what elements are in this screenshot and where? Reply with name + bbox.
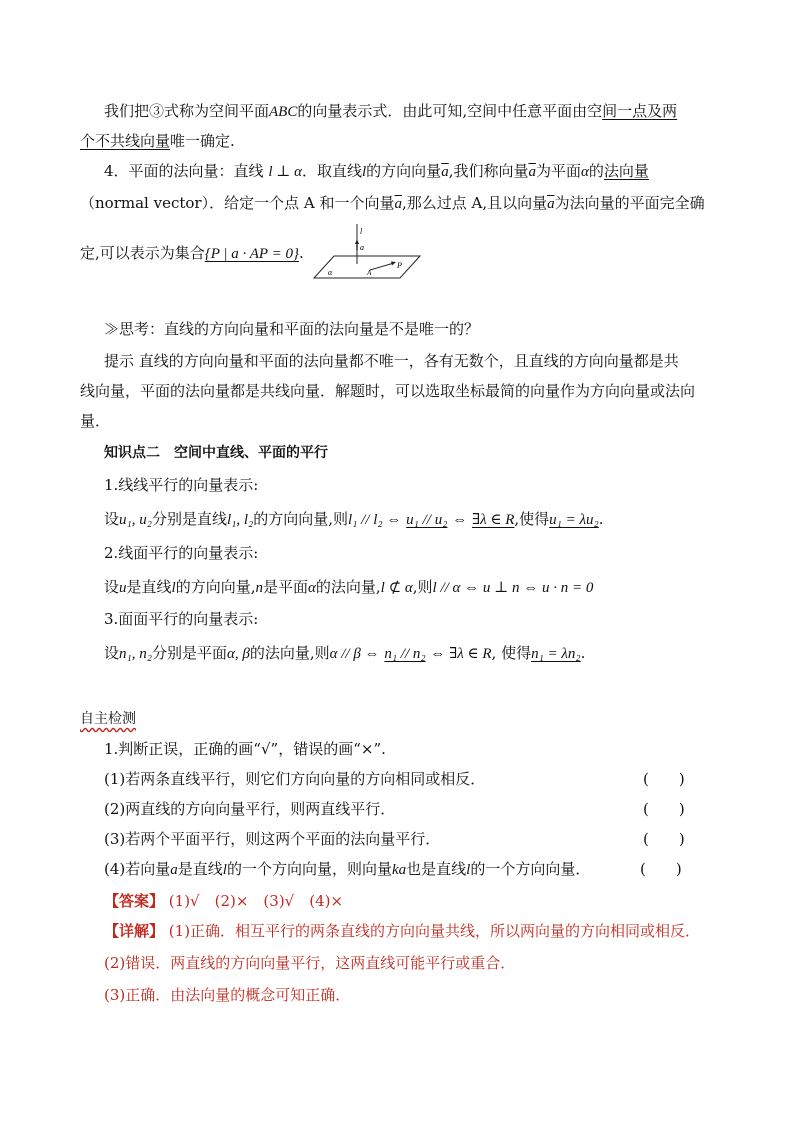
kp2-title: 知识点二 空间中直线、平面的平行 <box>104 445 328 461</box>
item4-line1 <box>104 160 649 183</box>
item4-line3 <box>80 242 304 265</box>
underlined-text: 间一点及两 <box>602 102 678 120</box>
para1-line1 <box>104 100 677 123</box>
underlined-text: 法向量 <box>603 162 649 180</box>
kp2-s2-body <box>104 576 593 599</box>
selfcheck-item2: (2)两直线的方向向量平行，则两直线平行． <box>104 800 396 818</box>
label-alpha: α <box>328 268 333 277</box>
selfcheck-title <box>80 708 136 730</box>
answer-parentheses: ( ) <box>643 770 685 788</box>
text: ,使得 <box>514 510 550 528</box>
selfcheck-item1: (1)若两条直线平行，则它们方向向量的方向相同或相反． <box>104 770 486 788</box>
underlined-math: n₁ // n₂ <box>384 646 426 662</box>
text: (4)若向量 <box>104 860 171 878</box>
selfcheck-item4 <box>104 858 590 881</box>
set-expression: {P | a · AP = 0} <box>204 246 299 262</box>
text: 是直线 <box>177 860 223 878</box>
vector: $\overline{a}$ <box>547 196 555 212</box>
think-question: ≫思考：直线的方向向量和平面的法向量是不是唯一的？ <box>104 320 480 338</box>
label-l: l <box>360 227 363 236</box>
think-answer-line3: 量． <box>80 412 111 430</box>
math: l₁, l₂ <box>226 512 254 528</box>
answer-line <box>104 890 343 912</box>
math: l ⊥ α <box>268 164 302 180</box>
math: a <box>170 862 178 878</box>
item4-line2 <box>80 192 705 215</box>
text: 的方向向量, <box>175 578 256 596</box>
vector: $\overline{a}$ <box>528 164 536 180</box>
wavy-title: 自主检测 <box>80 711 136 727</box>
text: 是直线 <box>126 578 172 596</box>
text: ．取直线 <box>301 162 362 180</box>
math: l <box>466 862 471 878</box>
text: 我们把③式称为空间平面 <box>104 102 270 120</box>
text: 的法向量, <box>315 578 381 596</box>
label-A: A <box>367 269 372 277</box>
underlined-text: 个不共线向量 <box>80 132 171 150</box>
think-answer-line2: 线向量，平面的法向量都是共线向量．解题时，可以选取坐标最简的向量作为方向向量或法向 <box>80 382 696 400</box>
answer-parentheses: ( ) <box>643 830 685 848</box>
selfcheck-q1: 1.判断正误，正确的画“√”，错误的画“×”. <box>104 740 386 758</box>
vector: $\overline{a}$ <box>394 196 402 212</box>
math: ⇔ <box>452 512 468 528</box>
math: n₁, n₂ <box>119 646 152 662</box>
underlined-math: n₁ = λn₂ <box>531 646 581 662</box>
math: l ⊄ α <box>380 580 413 596</box>
math: l // α ⇔ u ⊥ n ⇔ u · n = 0 <box>432 580 594 596</box>
text: 设 <box>104 578 120 596</box>
math: α, β <box>226 646 250 662</box>
text: 设 <box>104 510 120 528</box>
text: 为平面 <box>535 162 581 180</box>
arrowhead <box>355 239 359 244</box>
text: . <box>598 510 604 528</box>
detail-line1 <box>104 920 700 942</box>
answer-label: 【答案】 <box>104 892 165 910</box>
text: 定,可以表示为集合 <box>80 244 205 262</box>
text: 的向量表示式．由此可知,空间中任意平面由空 <box>297 102 603 120</box>
text: 分别是直线 <box>151 510 227 528</box>
math: l <box>362 164 367 180</box>
answer-parentheses: ( ) <box>643 800 685 818</box>
math: u <box>119 580 127 596</box>
math: ABC <box>269 104 298 120</box>
math: u₁, u₂ <box>119 512 152 528</box>
text: 的一个方向向量，则向量 <box>226 860 392 878</box>
think-answer-line1: 提示 直线的方向向量和平面的法向量都不唯一，各有无数个，且直线的方向向量都是共 <box>104 352 679 370</box>
math: n <box>255 580 263 596</box>
underlined-math: u₁ // u₂ <box>406 512 448 528</box>
text: 的 <box>588 162 604 180</box>
text: 4．平面的法向量：直线 <box>104 162 264 180</box>
text: ,则 <box>412 578 433 596</box>
para1-line2 <box>80 130 235 152</box>
answer-parentheses: ( ) <box>640 860 682 878</box>
text: 是平面 <box>262 578 308 596</box>
detail-line2: (2)错误．两直线的方向向量平行，这两直线可能平行或重合． <box>104 954 516 972</box>
kp2-s2-title: 2.线面平行的向量表示: <box>104 544 259 562</box>
text: 唯一确定. <box>170 132 235 150</box>
text: , 使得 <box>491 644 532 662</box>
math: α <box>308 580 316 596</box>
detail-text: (1)正确．相互平行的两条直线的方向向量共线，所以两向量的方向相同或相反． <box>168 922 701 940</box>
math: α // β ⇔ <box>329 646 380 662</box>
math: α <box>580 164 589 180</box>
underlined-math: u₁ = λu₂ <box>549 512 599 528</box>
text: ,那么过点 A,且以向量 <box>401 194 548 212</box>
kp2-s3-title: 3.面面平行的向量表示: <box>104 610 259 628</box>
text: 的法向量,则 <box>249 644 330 662</box>
kp2-s1-title: 1.线线平行的向量表示: <box>104 476 259 494</box>
math: l₁ // l₂ ⇔ <box>348 512 402 528</box>
ap-vector <box>370 263 394 270</box>
kp2-s1-body <box>104 508 604 531</box>
text: 分别是平面 <box>151 644 227 662</box>
text: （normal vector）．给定一个点 A 和一个向量 <box>80 194 395 212</box>
math: l <box>171 580 176 596</box>
text: . <box>580 644 586 662</box>
normal-vector-figure <box>312 222 422 280</box>
text: 的方向向量,则 <box>253 510 349 528</box>
text: 设 <box>104 644 120 662</box>
label-a: a <box>360 243 364 252</box>
math: ⇔ ∃λ ∈ R <box>430 646 492 662</box>
text: 的方向向量 <box>366 162 442 180</box>
text: 的一个方向向量． <box>470 860 591 878</box>
label-P: P <box>397 261 402 270</box>
detail-label: 【详解】 <box>104 922 165 940</box>
underlined-math: ∃λ ∈ R <box>471 512 515 528</box>
answer-text: (1)√ (2)× (3)√ (4)× <box>168 892 344 910</box>
arrowhead <box>391 262 396 266</box>
text: 也是直线 <box>406 860 467 878</box>
text: 为法向量的平面完全确 <box>554 194 705 212</box>
math: ka <box>391 862 407 878</box>
detail-line3: (3)正确．由法向量的概念可知正确． <box>104 986 351 1004</box>
math: l <box>222 862 227 878</box>
selfcheck-item3: (3)若两个平面平行，则这两个平面的法向量平行． <box>104 830 441 848</box>
vector: $\overline{a}$ <box>441 164 449 180</box>
text: ,我们称向量 <box>448 162 529 180</box>
kp2-s3-body <box>104 642 585 665</box>
text: . <box>298 244 304 262</box>
